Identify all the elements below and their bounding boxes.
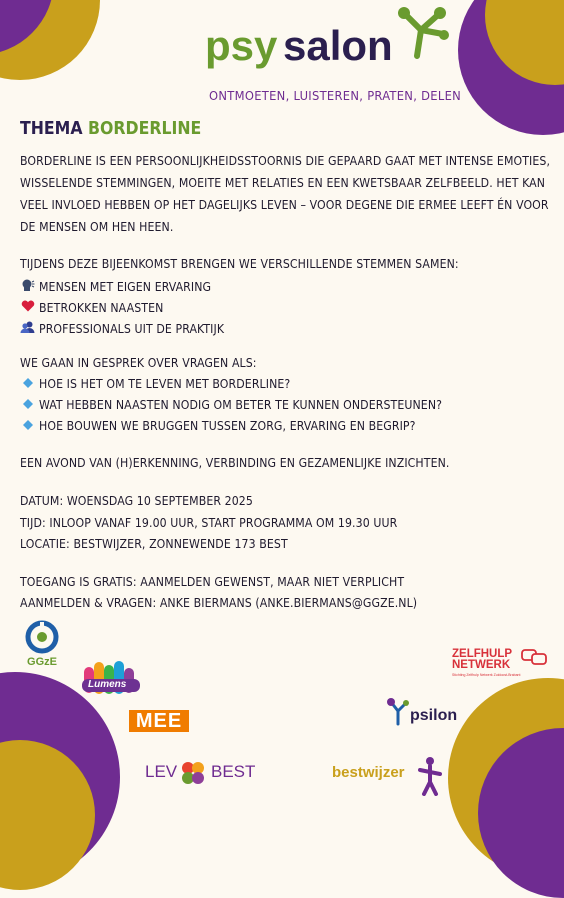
lev-best-logo <box>145 760 265 786</box>
ggze-logo <box>22 620 62 672</box>
people-icon <box>20 321 35 336</box>
event-location: LOCATIE: BESTWIJZER, ZONNEWENDE 173 BEST <box>20 537 288 551</box>
question-item <box>20 419 416 433</box>
voices-lead: TIJDENS DEZE BIJEENKOMST BRENGEN WE VERSCHILLENDE STEMMEN SAMEN: <box>20 257 459 271</box>
voice-item <box>20 300 163 315</box>
heart-icon <box>20 300 35 315</box>
voice-item-label: BETROKKEN NAASTEN <box>39 301 164 315</box>
question-text: WAT HEBBEN NAASTEN NODIG OM BETER TE KUNNEN ONDERSTEUNEN? <box>39 398 443 412</box>
title-theme: BORDERLINE <box>88 119 202 139</box>
diamond-icon <box>20 377 35 391</box>
intro-line-4: DE MENSEN OM HEN HEEN. <box>20 220 174 234</box>
lumens-shape-icon <box>82 659 144 697</box>
speaking-head-icon <box>20 279 35 294</box>
mee-label: MEE <box>135 710 183 732</box>
ggze-ring-icon <box>22 620 62 654</box>
voice-item-label: MENSEN MET EIGEN ERVARING <box>39 280 212 294</box>
voice-item-label: PROFESSIONALS UIT DE PRAKTIJK <box>39 322 225 336</box>
lumens-label: Lumens <box>88 679 127 690</box>
mee-logo <box>129 710 189 732</box>
intro-line-1: BORDERLINE IS EEN PERSOONLIJKHEIDSSTOORNIS DIE GEPAARD GAAT MET INTENSE EMOTIES, <box>20 154 551 168</box>
lev-label: LEV <box>145 762 178 781</box>
intro-line-3: VEEL INVLOED HEBBEN OP HET DAGELIJKS LEVEN – VOOR DEGENE DIE ERMEE LEEFT ÉN VOOR <box>20 198 549 212</box>
contact-info: AANMELDEN & VRAGEN: ANKE BIERMANS (ANKE.BIERMANS@GGZE.NL) <box>20 596 418 610</box>
person-pointer-icon <box>418 756 442 796</box>
tagline: ONTMOETEN, LUISTEREN, PRATEN, DELEN <box>209 89 462 104</box>
intro-line-2: WISSELENDE STEMMINGEN, MOEITE MET RELATIES EN EEN KWETSBAAR ZELFBEELD. HET KAN <box>20 176 546 190</box>
ggze-label: GGzE <box>27 656 57 668</box>
molecule-icon <box>395 4 455 62</box>
closing-line: EEN AVOND VAN (H)ERKENNING, VERBINDING EN GEZAMENLIJKE INZICHTEN. <box>20 456 450 470</box>
question-item <box>20 398 442 412</box>
page-title <box>20 119 201 139</box>
zelfhulp-netwerk-logo <box>452 648 552 682</box>
event-time: TIJD: INLOOP VANAF 19.00 UUR, START PROGRAMMA OM 19.30 UUR <box>20 516 398 530</box>
voice-item <box>20 279 211 294</box>
psysalon-logo <box>205 22 475 82</box>
title-prefix: THEMA <box>20 119 83 139</box>
zelfhulp-sub: Stichting Zelfhulp Netwerk Zuidoost-Brabant <box>452 673 521 677</box>
entry-info: TOEGANG IS GRATIS: AANMELDEN GEWENST, MAAR NIET VERPLICHT <box>20 575 405 589</box>
voice-item <box>20 321 224 336</box>
questions-lead: WE GAAN IN GESPREK OVER VRAGEN ALS: <box>20 356 257 370</box>
brand-psy: psy <box>205 22 278 69</box>
bestwijzer-label: bestwijzer <box>332 764 405 781</box>
event-date: DATUM: WOENSDAG 10 SEPTEMBER 2025 <box>20 494 253 508</box>
psilon-logo <box>386 697 466 729</box>
diamond-icon <box>20 398 35 412</box>
speech-bubbles-icon <box>520 648 548 668</box>
question-text: HOE BOUWEN WE BRUGGEN TUSSEN ZORG, ERVARING EN BEGRIP? <box>39 419 416 433</box>
question-text: HOE IS HET OM TE LEVEN MET BORDERLINE? <box>39 377 291 391</box>
diamond-icon <box>20 419 35 433</box>
zelfhulp-line1: ZELFHULP <box>452 648 513 660</box>
zelfhulp-line2: NETWERK <box>452 659 511 671</box>
psilon-label: psilon <box>410 707 458 724</box>
question-item <box>20 377 290 391</box>
brand-salon: salon <box>283 22 393 69</box>
lumens-logo <box>82 659 144 697</box>
bestwijzer-logo <box>332 756 444 796</box>
psilon-molecule-icon <box>386 697 410 727</box>
best-label: BEST <box>211 762 256 781</box>
clover-icon <box>179 760 207 786</box>
